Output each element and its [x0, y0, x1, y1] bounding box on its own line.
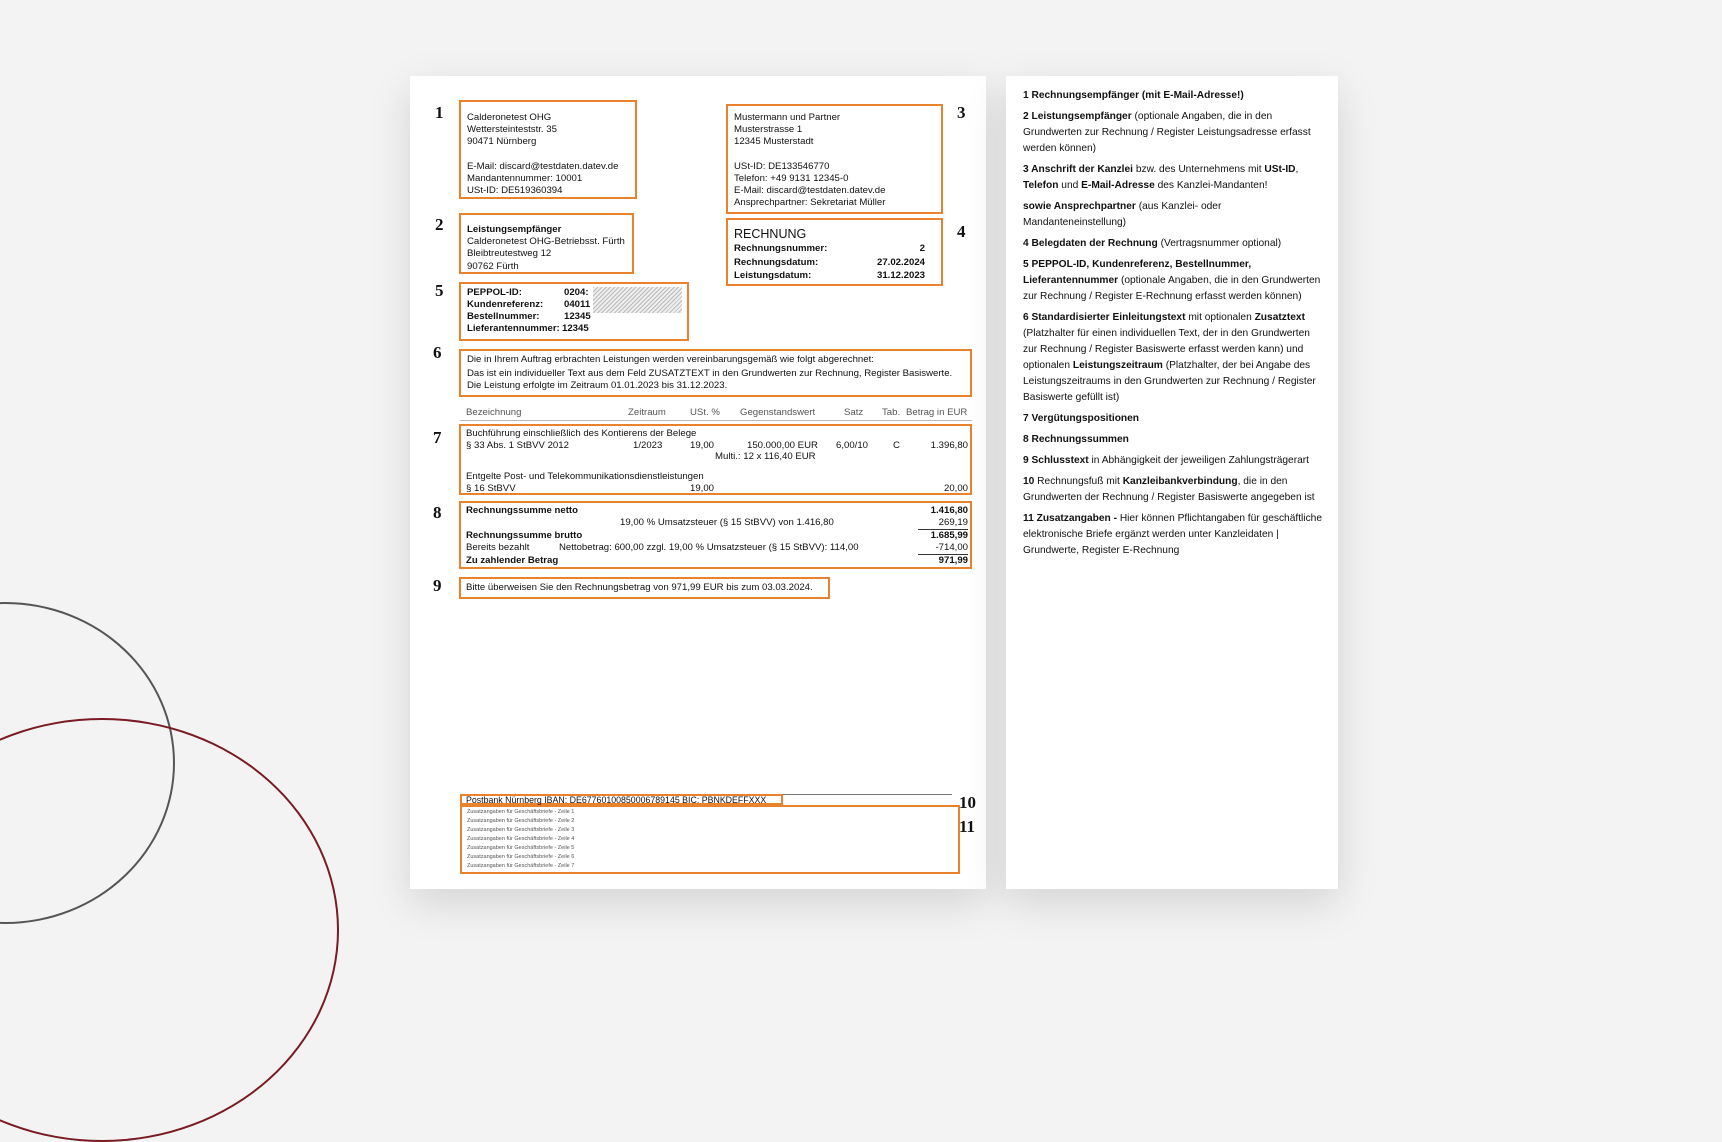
redacted-area [593, 287, 682, 313]
peppol-value: 0204: [564, 287, 589, 298]
table-header-amount: Betrag in EUR [906, 407, 968, 418]
marker-8: 8 [433, 503, 442, 522]
legend-text: 3 Anschrift der Kanzlei [1023, 164, 1134, 175]
invoice-title: RECHNUNG [734, 227, 807, 241]
legend-item [1023, 199, 1325, 231]
legend-text: (Platzhalter, der bei Angabe des Leistungszeitraums in den Grundwerten zur Rechnung / Register Basiswerte gefüllt ist) [1023, 360, 1316, 403]
additional-info-line: Zusatzangaben für Geschäftsbriefe - Zeile 2 [467, 818, 575, 824]
intro-text-box [459, 349, 972, 397]
legend-item [1023, 257, 1325, 305]
firm-line: Mustermann und Partner [734, 112, 841, 123]
item1-description: § 33 Abs. 1 StBVV 2012 [466, 440, 569, 451]
legend-item [1023, 511, 1325, 559]
marker-10: 10 [959, 793, 976, 812]
service-recipient-title: Leistungsempfänger [467, 224, 562, 235]
table-header-period: Zeitraum [628, 407, 666, 418]
legend-text: 8 Rechnungssummen [1023, 434, 1129, 445]
item1-title: Buchführung einschließlich des Kontierens der Belege [466, 428, 697, 439]
item1-amount: 1.396,80 [930, 440, 968, 451]
table-header-vat: USt. % [690, 407, 720, 418]
net-total-label: Rechnungssumme netto [466, 505, 578, 516]
legend-text: USt-ID [1264, 164, 1296, 175]
sender-line: Mandantennummer: 10001 [467, 172, 583, 184]
table-header-rule [460, 420, 972, 421]
legend-text: in Abhängigkeit der jeweiligen Zahlungsträgerart [1088, 455, 1309, 466]
invoice-number-value: 2 [919, 243, 925, 254]
decorative-circle-red [0, 718, 339, 1142]
firm-line [734, 149, 885, 161]
customer-reference-value: 04011 [564, 299, 591, 310]
gross-total-value: 1.685,99 [930, 530, 968, 541]
amount-due-value: 971,99 [938, 555, 968, 566]
marker-5: 5 [435, 281, 444, 300]
closing-text-box [459, 577, 830, 599]
table-header-description: Bezeichnung [466, 407, 522, 418]
supplier-number-label: Lieferantennummer: [467, 323, 560, 334]
intro-line: Das ist ein individueller Text aus dem Feld ZUSATZTEXT in den Grundwerten zur Rechnung, Register Basiswerte. [467, 368, 953, 380]
sender-line: USt-ID: DE519360394 [467, 185, 563, 197]
legend-item [1023, 411, 1325, 427]
legend-text: 11 Zusatzangaben - [1023, 513, 1117, 524]
firm-line: 12345 Musterstadt [734, 136, 814, 148]
legend-item [1023, 162, 1325, 194]
firm-line: USt-ID: DE133546770 [734, 160, 830, 172]
firm-box [726, 104, 943, 214]
sender-line: E-Mail: discard@testdaten.datev.de [467, 160, 619, 172]
intro-line: Die in Ihrem Auftrag erbrachten Leistungen werden vereinbarungsgemäß wie folgt abgerechnet: [467, 354, 874, 365]
vat-value: 269,19 [938, 517, 968, 528]
marker-1: 1 [435, 103, 444, 122]
marker-9: 9 [433, 576, 442, 595]
paid-text: Nettobetrag: 600,00 zzgl. 19,00 % Umsatzsteuer (§ 15 StBVV): 114,00 [559, 542, 859, 553]
item1-tab: C [893, 440, 900, 451]
legend-text: sowie Ansprechpartner [1023, 201, 1136, 212]
item1-vat: 19,00 [690, 440, 715, 451]
item1-multiplier: Multi.: 12 x 116,40 EUR [715, 451, 816, 462]
legend-text: 6 Standardisierter Einleitungstext [1023, 312, 1186, 323]
legend-text: Telefon [1023, 180, 1059, 191]
sender-line: Calderonetest OHG [467, 112, 552, 123]
customer-reference-label: Kundenreferenz: [467, 299, 544, 310]
marker-3: 3 [957, 103, 966, 122]
legend-text: 2 Leistungsempfänger [1023, 111, 1132, 122]
additional-info-line: Zusatzangaben für Geschäftsbriefe - Zeile 1 [467, 809, 575, 815]
additional-info-box [460, 805, 960, 874]
legend-text: 10 [1023, 476, 1035, 487]
legend-text: 1 Rechnungsempfänger (mit E-Mail-Adresse!) [1023, 90, 1244, 101]
legend-item [1023, 88, 1325, 104]
service-date-value: 31.12.2023 [876, 270, 925, 281]
legend-text: Leistungszeitraum [1072, 360, 1163, 371]
vat-text: 19,00 % Umsatzsteuer (§ 15 StBVV) von 1.416,80 [620, 517, 834, 528]
legend-text: (Platzhalter für einen individuellen Text, der in den Grundwerten zur Rechnung / Register Basiswerte erfasst werden kann) und optionalen [1023, 328, 1310, 371]
table-header-tab: Tab. [882, 407, 901, 418]
legend-text: , [1295, 164, 1299, 175]
item2-description: § 16 StBVV [466, 483, 516, 494]
sender-box [459, 100, 637, 199]
peppol-box [459, 282, 689, 341]
firm-line: Musterstrasse 1 [734, 124, 803, 136]
legend-item [1023, 474, 1325, 506]
sender-line [467, 149, 618, 161]
item1-period: 1/2023 [633, 440, 663, 451]
legend-text: bzw. des Unternehmens mit [1133, 164, 1265, 175]
legend-text: 9 Schlusstext [1023, 455, 1089, 466]
legend-text: E-Mail-Adresse [1081, 180, 1155, 191]
legend-text: (aus Kanzlei- oder Mandanteneinstellung) [1023, 201, 1222, 228]
closing-text: Bitte überweisen Sie den Rechnungsbetrag von 971,99 EUR bis zum 03.03.2024. [466, 582, 813, 593]
sender-line: Wettersteinteststr. 35 [467, 124, 557, 136]
gross-total-label: Rechnungssumme brutto [466, 530, 583, 541]
sender-line: 90471 Nürnberg [467, 136, 537, 148]
order-number-value: 12345 [564, 311, 591, 322]
invoice-date-value: 27.02.2024 [876, 257, 925, 268]
legend-text: 5 PEPPOL-ID, Kundenreferenz, Bestellnummer, Lieferantennummer [1023, 259, 1252, 286]
item2-amount: 20,00 [943, 483, 968, 494]
legend-text: Kanzleibankverbindung [1122, 476, 1238, 487]
legend-text: (optionale Angaben, die in den Grundwerten zur Rechnung / Register E-Rechnung erfasst werden können) [1023, 275, 1321, 302]
firm-line: E-Mail: discard@testdaten.datev.de [734, 185, 886, 197]
service-recipient-box [459, 213, 634, 274]
invoice-date-label: Rechnungsdatum: [734, 257, 819, 268]
legend-item [1023, 109, 1325, 157]
table-header-rate: Satz [844, 407, 864, 418]
item2-vat: 19,00 [690, 483, 715, 494]
amount-due-label: Zu zahlender Betrag [466, 555, 559, 566]
legend-item [1023, 236, 1325, 252]
invoice-data-box [726, 218, 943, 286]
legend-list [1023, 88, 1325, 564]
net-total-value: 1.416,80 [930, 505, 968, 516]
service-recipient-line: Calderonetest OHG-Betriebsst. Fürth [467, 236, 625, 248]
additional-info-line: Zusatzangaben für Geschäftsbriefe - Zeile 5 [467, 845, 575, 851]
additional-info-line: Zusatzangaben für Geschäftsbriefe - Zeile 6 [467, 854, 575, 860]
item1-rate: 6,00/10 [836, 440, 869, 451]
paid-label: Bereits bezahlt [466, 542, 530, 553]
legend-text: 4 Belegdaten der Rechnung [1023, 238, 1158, 249]
legend-item [1023, 432, 1325, 448]
service-recipient-line: 90762 Fürth [467, 260, 519, 272]
intro-line: Die Leistung erfolgte im Zeitraum 01.01.2023 bis 31.12.2023. [467, 380, 728, 392]
legend-text: des Kanzlei-Mandanten! [1154, 180, 1268, 191]
marker-11: 11 [959, 817, 976, 836]
marker-4: 4 [957, 222, 966, 241]
item2-title: Entgelte Post- und Telekommunikationsdienstleistungen [466, 471, 704, 482]
firm-line: Telefon: +49 9131 12345-0 [734, 172, 849, 184]
legend-item [1023, 453, 1325, 469]
totals-box [459, 501, 972, 569]
legend-text: Rechnungsfuß mit [1034, 476, 1123, 487]
marker-6: 6 [433, 343, 442, 362]
marker-2: 2 [435, 215, 444, 234]
legend-text: Zusatztext [1254, 312, 1305, 323]
legend-page [1006, 76, 1338, 889]
legend-text: Hier können Pflichtangaben für geschäftliche elektronische Briefe ergänzt werden unter Kanzleidaten | Grundwerte, Register E-Rechnung [1023, 513, 1322, 556]
item1-value: 150.000,00 EUR [747, 440, 818, 451]
legend-text: mit optionalen [1185, 312, 1255, 323]
bank-details: Postbank Nürnberg IBAN: DE67760100850006789145 BIC: PBNKDEFFXXX [466, 795, 767, 805]
invoice-number-label: Rechnungsnummer: [734, 243, 828, 254]
bank-footer-box [460, 794, 783, 805]
legend-item [1023, 310, 1325, 406]
legend-text: 7 Vergütungspositionen [1023, 413, 1140, 424]
legend-text: (optionale Angaben, die in den Grundwerten zur Rechnung / Register Leistungsadresse erfasst werden können) [1023, 111, 1311, 154]
additional-info-line: Zusatzangaben für Geschäftsbriefe - Zeile 4 [467, 836, 575, 842]
additional-info-line: Zusatzangaben für Geschäftsbriefe - Zeile 3 [467, 827, 575, 833]
marker-7: 7 [433, 428, 442, 447]
legend-text: und [1058, 180, 1082, 191]
invoice-page [410, 76, 986, 889]
service-recipient-line: Bleibtreutestweg 12 [467, 248, 552, 260]
supplier-number-value: 12345 [562, 323, 589, 334]
table-header-value: Gegenstandswert [740, 407, 816, 418]
service-date-label: Leistungsdatum: [734, 270, 812, 281]
positions-box [459, 424, 972, 495]
additional-info-line: Zusatzangaben für Geschäftsbriefe - Zeile 7 [467, 863, 575, 869]
firm-line: Ansprechpartner: Sekretariat Müller [734, 197, 886, 209]
legend-text: , die in den Grundwerten der Rechnung / Register Basiswerte angegeben ist [1023, 476, 1315, 503]
paid-value: -714,00 [935, 542, 968, 553]
order-number-label: Bestellnummer: [467, 311, 540, 322]
peppol-label: PEPPOL-ID: [467, 287, 522, 298]
legend-text: (Vertragsnummer optional) [1157, 238, 1282, 249]
